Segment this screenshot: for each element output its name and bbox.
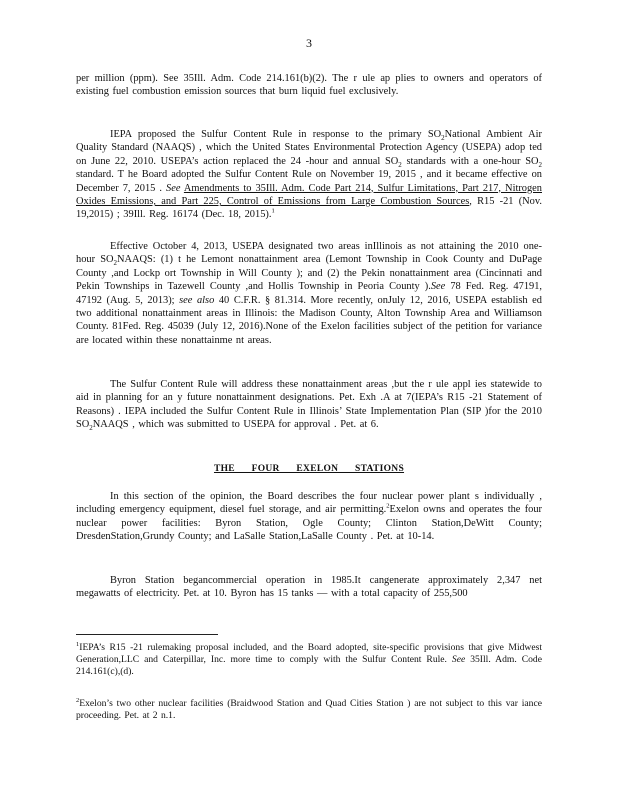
- footnote-1: $^1$IEPA’s R15 -21 rulemaking proposal included, and the Board adopted, site-specific provisions that give Midwest Generation,LLC and Caterpillar, Inc. more time to comply with the Sulfur Content Rule. See 35Ill. Adm. Code 214.161(c),(d).: [76, 640, 542, 678]
- paragraph-four-stations: In this section of the opinion, the Board describes the four nuclear power plant s individually , including emergency equipment, diesel fuel storage, and air permitting.$^2$Exelon owns and operates the four nuclear power facilities: Byron Station, Ogle County; Clinton Station,DeWitt County; DresdenStation,Grundy County; and LaSalle Station,LaSalle County . Pet. at 10-14.: [76, 491, 543, 543]
- paragraph-1: per million (ppm). See 35Ill. Adm. Code 214.161(b)(2). The r ule ap plies to owners and operators of existing fuel combustion emission sources that burn liquid fuel exclusively.: [76, 73, 542, 98]
- section-heading: THE FOUR EXELON STATIONS: [213, 464, 405, 474]
- footnote-2: $^2$Exelon’s two other nuclear facilities (Braidwood Station and Quad Cities Station ) are not subject to this var iance proceeding. Pet. at 2 n.1.: [76, 696, 542, 722]
- paragraph-byron-station: Byron Station begancommercial operation in 1985.It cangenerate approximately 2,347 net megawatts of electricity. Pet. at 10. Byron has 15 tanks — with a total capacity of 255,500: [76, 575, 542, 600]
- footnote-ref-1: 1: [271, 207, 275, 215]
- footnote-ref-2: 2: [386, 502, 390, 510]
- paragraph-sip: The Sulfur Content Rule will address these nonattainment areas ,but the r ule appl ies statewide to aid in planning for an y future nonattainment designations. Pet. Exh .A at 7(IEPA’s R15 -21 Statement of Reasons) . IEPA included the Sulfur Content Rule in Illinois’ State Implementation Plan (SIP )for the 2010 $SO_2NAAQS$ , which was submitted to USEPA for approval . Pet. at 6.: [76, 379, 542, 433]
- paragraph-nonattainment-areas: Effective October 4, 2013, USEPA designated two areas inIllinois as not attaining the 2010 one-hour $SO_2NAAQS$: (1) t he Lemont nonattainment area (Lemont Township in Cook County and DuPage County ,and Lockp ort Township in Will County ); and (2) the Pekin nonattainment area (Cincinnati and Pekin Townships in Tazewell County ,and Hollis Township in Peoria County ).See 78 Fed. Reg. 47191, 47192 (Aug. 5, 2013); see also 40 C.F.R. § 81.314. More recently, onJuly 12, 2016, USEPA establish ed two additional nonattainment areas in Illinois: the Madison County, Alton Township Area and Williamson County. 81Fed. Reg. 45039 (July 12, 2016).None of the Exelon facilities subject of the petition for variance are located within these nonattainme nt areas.: [76, 241, 543, 346]
- paragraph-sulfur-content-rule: IEPA proposed the Sulfur Content Rule in response to the primary $SO_2National$ Ambient Air Quality Standard (NAAQS) , which the United States Environmental Protection Agency (USEPA) adop ted on June 22, 2010. USEPA’s action replaced the 24 -hour and annual $SO_2$ standards with a one-hour $SO_2$ standard. T he Board adopted the Sulfur Content Rule on November 19, 2015 , and it became effective on December 7, 2015 . See Amendments to 35Ill. Adm. Code Part 214, Sulfur Limitations, Part 217, Nitrogen Oxides Emissions, and Part 225, Control of Emissions from Large Combustion Sources, R15 -21 (Nov. 19,2015) ; 39Ill. Reg. 16174 (Dec. 18, 2015).$^1$: [76, 129, 543, 221]
- page-number: 3: [306, 36, 312, 50]
- rulemaking-citation: Amendments to 35Ill. Adm. Code Part 214, Sulfur Limitations, Part 217, Nitrogen Oxides Emissions, and Part 225, Control of Emissions from Large Combustion Sources: [76, 182, 542, 208]
- footnote-divider: [76, 634, 218, 635]
